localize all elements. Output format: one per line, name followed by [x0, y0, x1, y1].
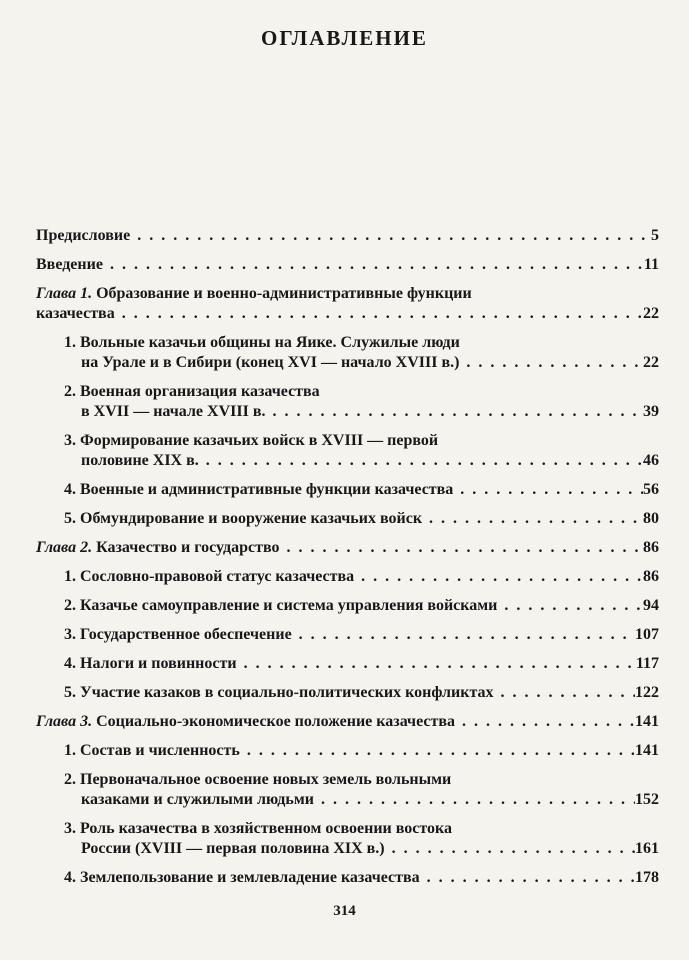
- toc-entry-text: Предисловие: [36, 227, 131, 244]
- toc-entry-page: 39: [643, 403, 659, 420]
- toc-entry-page: 117: [635, 655, 659, 672]
- toc-entry-text: в XVII — начале XVIII в.: [81, 403, 266, 420]
- toc-entry: [36, 770, 659, 810]
- toc-entry-line: [64, 741, 659, 761]
- dot-leader: [429, 509, 643, 529]
- dot-leader: [321, 790, 635, 810]
- toc-entry-page: 178: [635, 869, 659, 886]
- toc-entry-line: [64, 567, 659, 587]
- toc-entry-text: 4. Военные и административные функции казачества: [64, 481, 454, 498]
- toc-entry-text: России (XVIII — первая половина XIX в.): [81, 840, 385, 857]
- toc-entry-text: 3. Государственное обеспечение: [64, 626, 292, 643]
- toc-entry-text: 1. Вольные казачьи общины на Яике. Служилые люди: [64, 334, 460, 351]
- toc-entry-text: 1. Состав и численность: [64, 742, 240, 759]
- chapter-label: Глава 2.: [36, 539, 97, 556]
- toc-entry-line: [64, 770, 659, 790]
- toc-entry: [36, 868, 659, 888]
- toc-entry-line: [64, 839, 659, 859]
- toc-entry-line: [64, 402, 659, 422]
- toc-entry: [36, 333, 659, 373]
- toc-entry-page: 86: [643, 568, 659, 585]
- toc-entry-text: Глава 2. Казачество и государство: [36, 539, 280, 556]
- toc-entry-text: Введение: [36, 256, 103, 273]
- dot-leader: [460, 480, 643, 500]
- toc-entry-line: [64, 625, 659, 645]
- dot-leader: [427, 868, 635, 888]
- toc-entry: [36, 538, 659, 558]
- toc-entry-page: 161: [635, 840, 659, 857]
- toc-entry: [36, 284, 659, 324]
- dot-leader: [392, 839, 635, 859]
- toc-entry: [36, 712, 659, 732]
- toc-entry-line: [64, 431, 659, 451]
- toc-entry: [36, 683, 659, 703]
- dot-leader: [361, 567, 643, 587]
- toc-entry-line: [36, 538, 659, 558]
- toc-entry: [36, 596, 659, 616]
- toc-entry: [36, 741, 659, 761]
- toc-entry-page: 56: [643, 481, 659, 498]
- dot-leader: [244, 654, 636, 674]
- dot-leader: [247, 741, 635, 761]
- toc-entry-text: 2. Военная организация казачества: [64, 383, 320, 400]
- toc-entry-line: [64, 451, 659, 471]
- toc-entry-line: [64, 353, 659, 373]
- toc-entry-text: казачества: [36, 305, 115, 322]
- toc-entry-page: 141: [635, 742, 659, 759]
- toc-entry-line: [36, 712, 659, 732]
- toc-entry: [36, 382, 659, 422]
- toc-entry-page: 46: [643, 452, 659, 469]
- toc-entry-line: [64, 819, 659, 839]
- toc-entry-line: [64, 382, 659, 402]
- toc-entry-page: 122: [635, 684, 659, 701]
- toc-entry-line: [64, 596, 659, 616]
- toc-entry: [36, 625, 659, 645]
- page-number: 314: [333, 903, 356, 919]
- toc-entry: [36, 819, 659, 859]
- toc-entry-line: [36, 304, 659, 324]
- toc-entry: [36, 226, 659, 246]
- dot-leader: [466, 353, 643, 373]
- dot-leader: [287, 538, 643, 558]
- toc-entry: [36, 654, 659, 674]
- toc-entry-text: 3. Формирование казачьих войск в XVIII — первой: [64, 432, 439, 449]
- dot-leader: [206, 451, 643, 471]
- toc-entry-line: [64, 868, 659, 888]
- dot-leader: [272, 402, 643, 422]
- dot-leader: [504, 596, 643, 616]
- toc-entry-text: 1. Сословно-правовой статус казачества: [64, 568, 355, 585]
- toc-entry-page: 22: [643, 305, 659, 322]
- toc-entry-text: казаками и служилыми людьми: [81, 791, 314, 808]
- dot-leader: [299, 625, 635, 645]
- toc-entry-page: 80: [643, 510, 659, 527]
- toc-entry-text: половине XIX в.: [81, 452, 199, 469]
- toc-entry-line: [64, 683, 659, 703]
- toc-entry: [36, 509, 659, 529]
- toc-entry: [36, 431, 659, 471]
- toc-entry: [36, 567, 659, 587]
- toc-entry-line: [36, 255, 659, 275]
- toc-entry-text: 5. Обмундирование и вооружение казачьих войск: [64, 510, 423, 527]
- toc-entry-page: 141: [635, 713, 659, 730]
- toc-entry-page: 11: [643, 256, 659, 273]
- page-title: ОГЛАВЛЕНИЕ: [261, 26, 428, 50]
- toc-entry-line: [64, 333, 659, 353]
- chapter-label: Глава 3.: [36, 713, 97, 730]
- toc-entry-line: [36, 284, 659, 304]
- dot-leader: [462, 712, 635, 732]
- toc-entry-page: 152: [635, 791, 659, 808]
- toc-entry: [36, 480, 659, 500]
- chapter-label: Глава 1.: [36, 285, 97, 302]
- toc-entry: [36, 255, 659, 275]
- toc-entry-line: [64, 480, 659, 500]
- toc-entry-text: 5. Участие казаков в социально-политических конфликтах: [64, 684, 494, 701]
- dot-leader: [110, 255, 644, 275]
- toc-entry-text: 2. Казачье самоуправление и система управления войсками: [64, 597, 498, 614]
- toc-entry-page: 22: [643, 354, 659, 371]
- toc-entry-page: 94: [643, 597, 659, 614]
- toc-entry-page: 86: [643, 539, 659, 556]
- toc-entry-line: [36, 226, 659, 246]
- toc-entry-text: Глава 3. Социально-экономическое положение казачества: [36, 713, 455, 730]
- toc-entry-line: [64, 509, 659, 529]
- dot-leader: [137, 226, 651, 246]
- dot-leader: [501, 683, 635, 703]
- toc-entry-line: [64, 790, 659, 810]
- toc-entry-page: 5: [651, 227, 659, 244]
- toc-entry-text: 4. Землепользование и землевладение казачества: [64, 869, 420, 886]
- toc-entry-text: на Урале и в Сибири (конец XVI — начало XVIII в.): [81, 354, 460, 371]
- toc-entry-page: 107: [635, 626, 659, 643]
- dot-leader: [122, 304, 643, 324]
- toc-list: [36, 226, 659, 897]
- toc-entry-text: 4. Налоги и повинности: [64, 655, 237, 672]
- toc-entry-text: 3. Роль казачества в хозяйственном освоении востока: [64, 820, 453, 837]
- toc-entry-text: 2. Первоначальное освоение новых земель вольными: [64, 771, 452, 788]
- toc-entry-text: Глава 1. Образование и военно-административные функции: [36, 285, 472, 302]
- toc-entry-line: [64, 654, 659, 674]
